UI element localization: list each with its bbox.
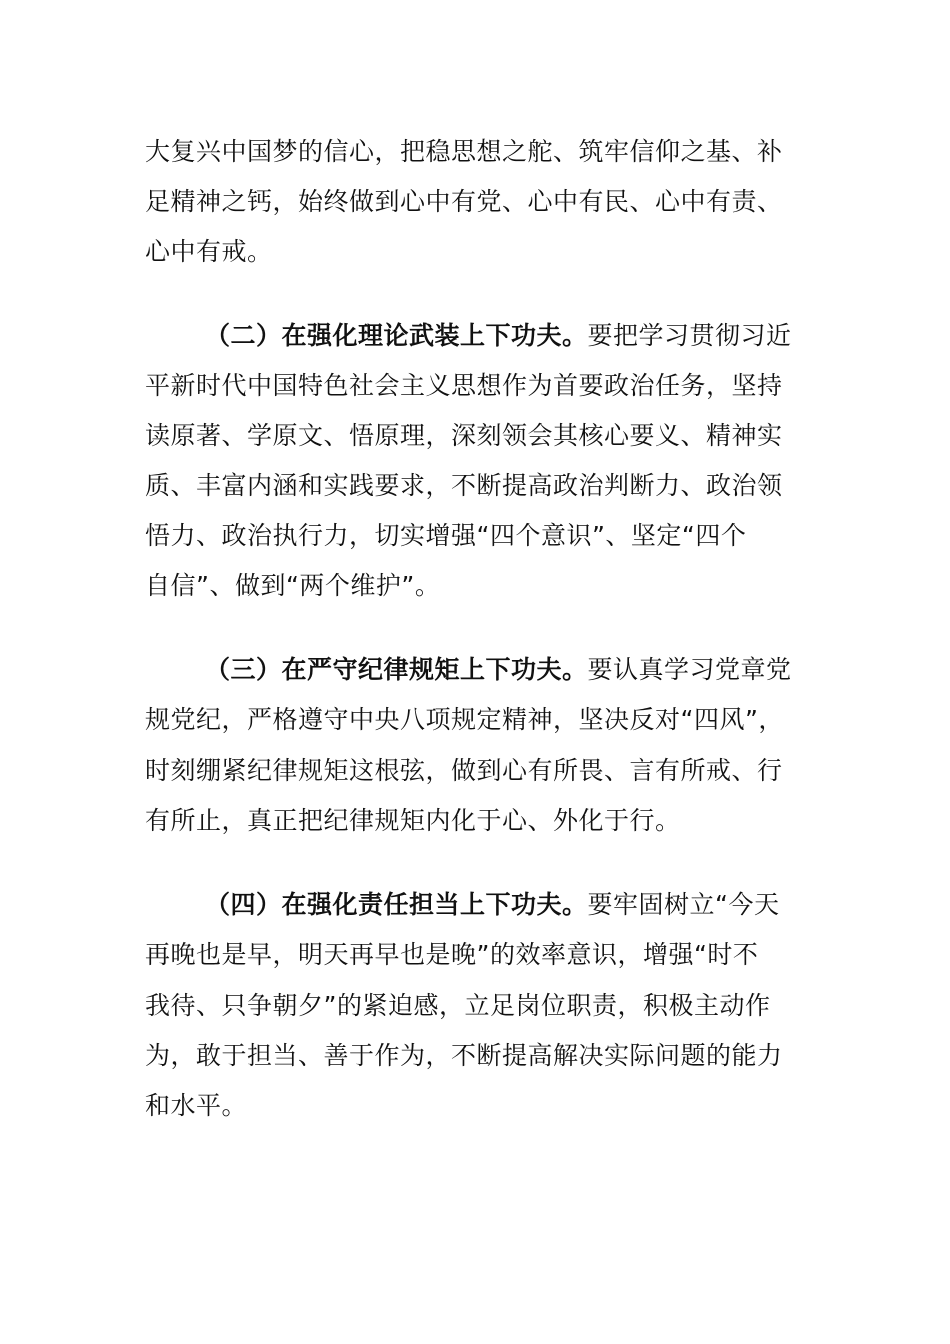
paragraph-2-line-3 xyxy=(0,416,950,456)
paragraph-1-line-3 xyxy=(0,232,950,272)
paragraph-2-line-2 xyxy=(0,366,950,406)
body-text: 再晚也是早，明天再早也是晚”的效率意识，增强“时不 xyxy=(145,940,759,969)
section-heading-3: （三）在严守纪律规矩上下功夫。 xyxy=(205,655,588,684)
body-text: 悟力、政治执行力，切实增强“四个意识”、坚定“四个 xyxy=(145,521,747,550)
body-text: 和水平。 xyxy=(145,1091,248,1120)
paragraph-4-line-3 xyxy=(0,986,950,1026)
body-text: 平新时代中国特色社会主义思想作为首要政治任务，坚持 xyxy=(145,371,783,400)
body-text: 要牢固树立“今天 xyxy=(587,890,780,919)
paragraph-2-line-5 xyxy=(0,516,950,556)
paragraph-4-line-4 xyxy=(0,1036,950,1076)
body-text: 读原著、学原文、悟原理，深刻领会其核心要义、精神实 xyxy=(145,421,783,450)
paragraph-4-line-5 xyxy=(0,1086,950,1126)
paragraph-2-first-line xyxy=(205,316,792,356)
body-text: 大复兴中国梦的信心，把稳思想之舵、筑牢信仰之基、补 xyxy=(145,137,783,166)
section-heading-2: （二）在强化理论武装上下功夫。 xyxy=(205,321,588,350)
paragraph-1-line-1 xyxy=(0,132,950,172)
body-text: 要把学习贯彻习近 xyxy=(587,321,792,350)
body-text: 心中有戒。 xyxy=(145,237,273,266)
paragraph-4-first-line xyxy=(205,885,779,925)
body-text: 我待、只争朝夕”的紧迫感，立足岗位职责，积极主动作 xyxy=(145,991,771,1020)
section-heading-4: （四）在强化责任担当上下功夫。 xyxy=(205,890,588,919)
body-text: 规党纪，严格遵守中央八项规定精神，坚决反对“四风”， xyxy=(145,705,784,734)
body-text: 有所止，真正把纪律规矩内化于心、外化于行。 xyxy=(145,806,681,835)
paragraph-3-line-4 xyxy=(0,801,950,841)
paragraph-2-line-4 xyxy=(0,466,950,506)
body-text: 要认真学习党章党 xyxy=(587,655,792,684)
paragraph-2-line-1 xyxy=(0,316,950,356)
paragraph-4-line-2 xyxy=(0,935,950,975)
body-text: 自信”、做到“两个维护”。 xyxy=(145,571,441,600)
paragraph-3-line-1 xyxy=(0,650,950,690)
paragraph-3-line-2 xyxy=(0,700,950,740)
paragraph-4-line-1 xyxy=(0,885,950,925)
body-text: 为，敢于担当、善于作为，不断提高解决实际问题的能力 xyxy=(145,1041,783,1070)
paragraph-3-line-3 xyxy=(0,751,950,791)
paragraph-3-first-line xyxy=(205,650,792,690)
body-text: 足精神之钙，始终做到心中有党、心中有民、心中有责、 xyxy=(145,187,783,216)
paragraph-2-line-6 xyxy=(0,566,950,606)
body-text: 时刻绷紧纪律规矩这根弦，做到心有所畏、言有所戒、行 xyxy=(145,756,783,785)
body-text: 质、丰富内涵和实践要求，不断提高政治判断力、政治领 xyxy=(145,471,783,500)
paragraph-1-line-2 xyxy=(0,182,950,222)
